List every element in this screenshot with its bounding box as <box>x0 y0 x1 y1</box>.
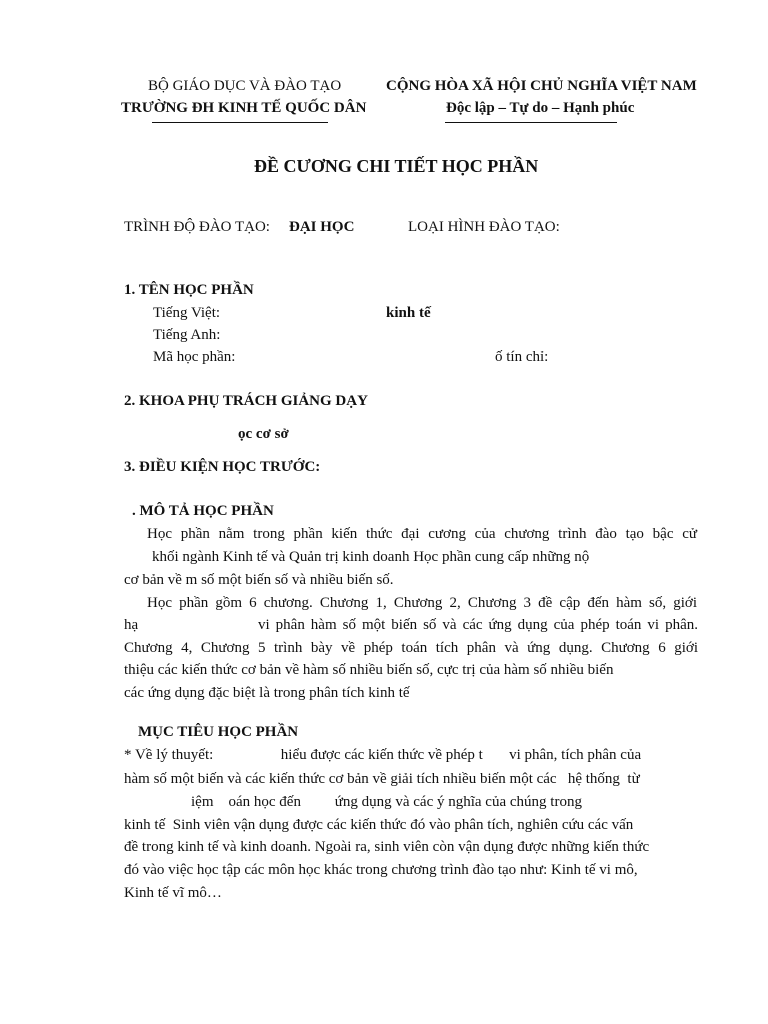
university-underline <box>152 122 328 123</box>
section1-heading: 1. TÊN HỌC PHẦN <box>124 282 254 298</box>
university-name: TRƯỜNG ĐH KINH TẾ QUỐC DÂN <box>121 100 367 116</box>
credits-label: ố tín chỉ: <box>495 349 549 365</box>
training-type-label: LOẠI HÌNH ĐÀO TẠO: <box>408 219 560 235</box>
course-code-label: Mã học phần: <box>153 349 236 365</box>
english-name-label: Tiếng Anh: <box>153 327 221 343</box>
description-line-3: cơ bản về m số một biến số và nhiều biến số. <box>124 572 394 588</box>
vietnamese-name-value: kinh tế <box>386 305 431 321</box>
objective-line-4: kinh tế Sinh viên vận dụng được các kiến thức đó vào phân tích, nghiên cứu các vấn <box>124 817 634 833</box>
description-line-7: thiệu các kiến thức cơ bản về hàm số nhiều biến số, cực trị của hàm số nhiều biến <box>124 662 614 678</box>
description-line-5: hạ vi phân hàm số một biến số và các ứng dụng của phép toán vi phân. <box>124 617 698 633</box>
section5-heading: MỤC TIÊU HỌC PHẦN <box>138 724 299 740</box>
motto: Độc lập – Tự do – Hạnh phúc <box>446 100 635 116</box>
objective-line-3: iệm oán học đến ứng dụng và các ý nghĩa của chúng trong <box>191 794 582 810</box>
document-title: ĐỀ CƯƠNG CHI TIẾT HỌC PHẦN <box>254 156 539 176</box>
vietnamese-name-label: Tiếng Việt: <box>153 305 221 321</box>
description-line-4: Học phần gồm 6 chương. Chương 1, Chương 2, Chương 3 đề cập đến hàm số, giới <box>147 595 697 611</box>
objective-line-6: đó vào việc học tập các môn học khác trong chương trình đào tạo như: Kinh tế vi mô, <box>124 862 638 878</box>
objective-line-5: đề trong kinh tế và kinh doanh. Ngoài ra, sinh viên còn vận dụng được những kiến thức <box>124 839 650 855</box>
section2-heading: 2. KHOA PHỤ TRÁCH GIẢNG DẠY <box>124 393 368 409</box>
faculty-value: ọc cơ sở <box>238 426 289 442</box>
training-level-value: ĐẠI HỌC <box>289 219 355 235</box>
description-line-8: các ứng dụng đặc biệt là trong phân tích kinh tế <box>124 685 410 701</box>
objective-line-1: * Về lý thuyết: hiểu được các kiến thức về phép t vi phân, tích phân của <box>124 747 642 763</box>
description-line-1: Học phần nằm trong phần kiến thức đại cương của chương trình đào tạo bậc cử <box>147 526 697 542</box>
country-name: CỘNG HÒA XÃ HỘI CHỦ NGHĨA VIỆT NAM <box>386 78 697 94</box>
objective-line-7: Kinh tế vĩ mô… <box>124 885 222 901</box>
description-line-6: Chương 4, Chương 5 trình bày về phép toán tích phân và ứng dụng. Chương 6 giới <box>124 640 698 656</box>
objective-line-2: hàm số một biến và các kiến thức cơ bản về giải tích nhiều biến một các hệ thống từ <box>124 771 640 787</box>
motto-underline <box>445 122 617 123</box>
section3-heading: 3. ĐIỀU KIỆN HỌC TRƯỚC: <box>124 459 321 475</box>
ministry-name: BỘ GIÁO DỤC VÀ ĐÀO TẠO <box>148 78 342 94</box>
training-level-label: TRÌNH ĐỘ ĐÀO TẠO: <box>124 219 270 235</box>
section4-heading: . MÔ TẢ HỌC PHẦN <box>132 503 274 519</box>
description-line-2: khối ngành Kinh tế và Quản trị kinh doanh Học phần cung cấp những nộ <box>152 549 590 565</box>
